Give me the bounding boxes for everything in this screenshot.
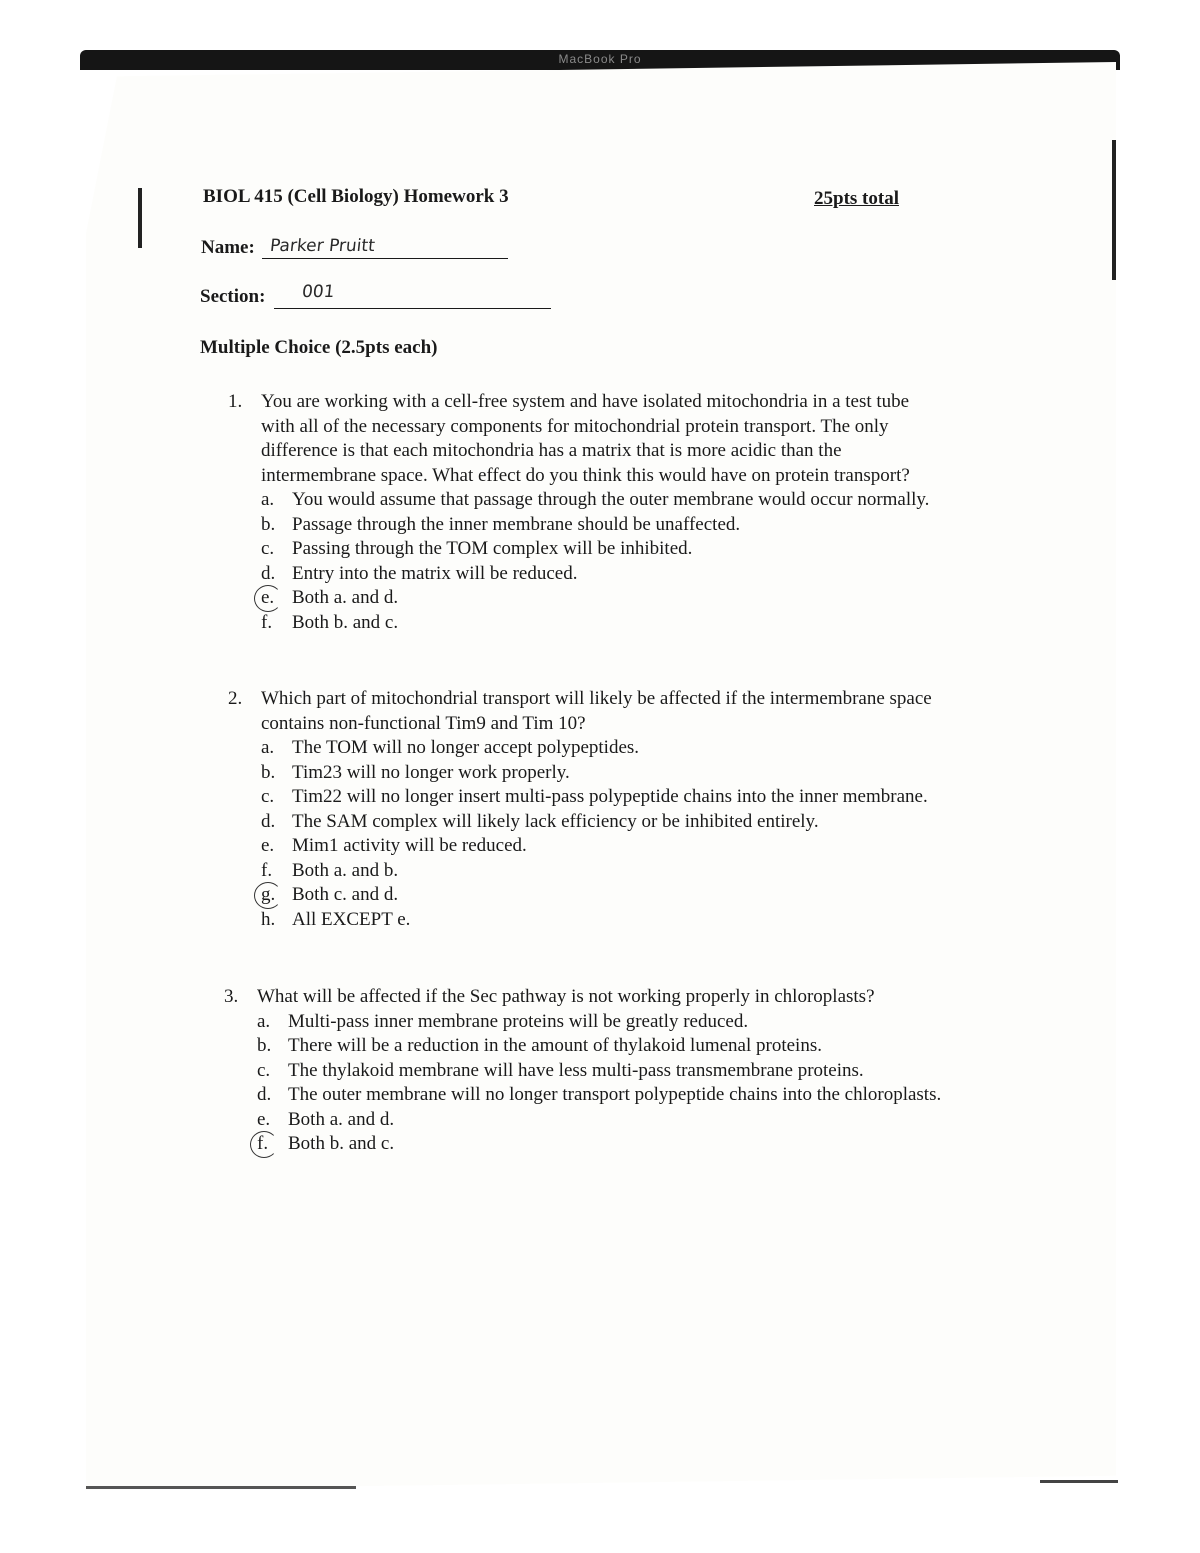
option-list <box>257 1010 942 1157</box>
option-b <box>261 513 910 538</box>
option-d <box>261 810 932 835</box>
option-letter: a. <box>261 489 275 510</box>
laptop-label: MacBook Pro <box>558 52 642 66</box>
option-letter: b. <box>261 513 276 535</box>
option-g <box>261 883 932 908</box>
option-e <box>261 586 910 611</box>
option-a <box>261 736 932 761</box>
option-letter: d. <box>261 810 276 832</box>
option-letter: c. <box>257 1059 271 1081</box>
option-a <box>261 488 930 513</box>
option-letter: f. <box>261 611 273 633</box>
question-line: with all of the necessary components for mitochondrial protein transport. The only <box>261 415 889 437</box>
name-handwriting: Parker Pruitt <box>268 236 376 256</box>
option-letter: a. <box>257 1010 271 1032</box>
option-c <box>257 1059 875 1084</box>
option-text: Passage through the inner membrane should be unaffected. <box>292 513 741 535</box>
question-text <box>261 390 910 488</box>
question-2 <box>228 687 932 932</box>
option-letter: b. <box>257 1035 272 1056</box>
name-underline <box>262 258 508 259</box>
option-text: The SAM complex will likely lack efficiency or be inhibited entirely. <box>292 810 819 832</box>
option-f <box>261 859 932 884</box>
option-letter: b. <box>261 761 276 783</box>
option-d <box>257 1083 942 1108</box>
option-text: Multi-pass inner membrane proteins will be greatly reduced. <box>288 1010 749 1032</box>
option-letter: h. <box>261 908 276 930</box>
section-heading: Multiple Choice (2.5pts each) <box>200 337 438 358</box>
question-line: Which part of mitochondrial transport will likely be affected if the intermembrane space <box>261 688 932 709</box>
option-text: You would assume that passage through the outer membrane would occur normally. <box>292 489 930 510</box>
option-e <box>261 834 932 859</box>
option-letter: f. <box>257 1133 269 1154</box>
option-letter: c. <box>261 786 275 807</box>
option-text: Mim1 activity will be reduced. <box>292 835 527 856</box>
question-number: 3. <box>224 986 239 1007</box>
option-text: Tim22 will no longer insert multi-pass polypeptide chains into the inner membrane. <box>292 786 928 807</box>
option-letter: c. <box>261 538 275 559</box>
option-text: There will be a reduction in the amount of thylakoid lumenal proteins. <box>288 1035 822 1056</box>
option-text: Tim23 will no longer work properly. <box>292 761 570 783</box>
option-d <box>261 562 910 587</box>
option-letter: f. <box>261 859 273 881</box>
option-c <box>261 785 932 810</box>
option-text: Both b. and c. <box>288 1133 395 1154</box>
option-f <box>257 1132 875 1157</box>
question-number: 2. <box>228 688 243 709</box>
option-text: Passing through the TOM complex will be inhibited. <box>292 538 693 559</box>
option-list <box>261 488 930 635</box>
option-letter: g. <box>261 884 276 905</box>
section-handwriting: 001 <box>300 282 336 302</box>
option-text: The outer membrane will no longer transport polypeptide chains into the chloroplasts. <box>288 1084 942 1105</box>
question-3 <box>224 985 942 1157</box>
section-underline <box>274 308 551 309</box>
option-text: Both b. and c. <box>292 611 399 633</box>
option-e <box>257 1108 875 1133</box>
option-b <box>261 761 932 786</box>
question-line: You are working with a cell-free system and have isolated mitochondria in a test tube <box>261 391 910 412</box>
question-line: contains non-functional Tim9 and Tim 10? <box>261 712 586 734</box>
option-text: The thylakoid membrane will have less multi-pass transmembrane proteins. <box>288 1059 864 1081</box>
option-b <box>257 1034 875 1059</box>
option-text: Both a. and d. <box>292 587 399 608</box>
option-letter: e. <box>257 1108 271 1130</box>
option-f <box>261 611 910 636</box>
option-text: Both c. and d. <box>292 884 399 905</box>
option-list <box>261 736 932 932</box>
option-text: The TOM will no longer accept polypeptides. <box>292 737 640 758</box>
section-label: Section: <box>200 286 266 307</box>
option-letter: d. <box>261 562 276 584</box>
question-line: What will be affected if the Sec pathway is not working properly in chloroplasts? <box>257 986 875 1007</box>
question-1 <box>228 390 930 635</box>
total-points: 25pts total <box>814 188 899 209</box>
question-text <box>261 687 932 736</box>
question-text <box>257 985 875 1010</box>
option-letter: d. <box>257 1084 272 1105</box>
option-letter: e. <box>261 835 275 856</box>
option-text: Both a. and b. <box>292 859 399 881</box>
option-text: All EXCEPT e. <box>292 908 411 930</box>
option-letter: e. <box>261 587 275 608</box>
question-number: 1. <box>228 391 243 412</box>
name-label: Name: <box>201 237 255 258</box>
option-letter: a. <box>261 737 275 758</box>
option-text: Both a. and d. <box>288 1108 395 1130</box>
option-a <box>257 1010 875 1035</box>
question-line: intermembrane space. What effect do you think this would have on protein transport? <box>261 464 910 486</box>
document-title: BIOL 415 (Cell Biology) Homework 3 <box>203 186 509 207</box>
option-h <box>261 908 932 933</box>
question-line: difference is that each mitochondria has a matrix that is more acidic than the <box>261 440 842 461</box>
option-text: Entry into the matrix will be reduced. <box>292 562 578 584</box>
option-c <box>261 537 910 562</box>
